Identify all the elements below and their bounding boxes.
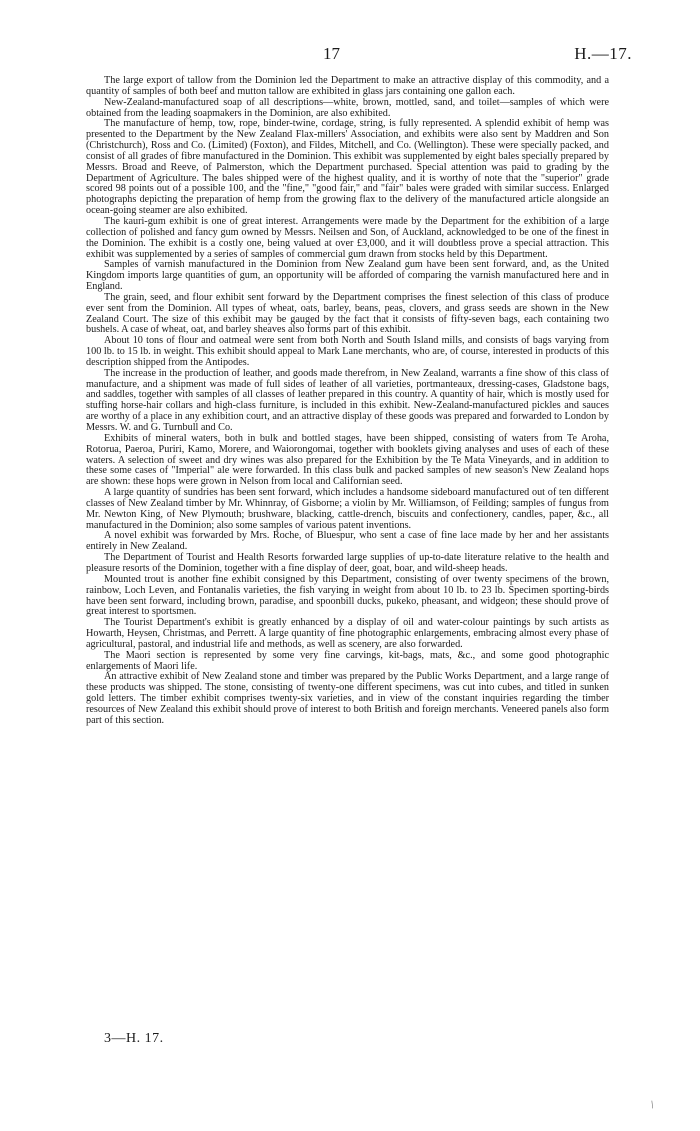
paragraph-tallow: The large export of tallow from the Dominion led the Department to make an attractive display of this commodity, and a quantity of samples of both beef and mutton tallow are exhibited in glass jars containing one gallon each. <box>86 75 609 97</box>
document-reference: H.—17. <box>574 44 632 63</box>
page-header <box>0 44 700 70</box>
paragraph-paintings: The Tourist Department's exhibit is greatly enhanced by a display of oil and water-colour paintings by such artists as Howarth, Heysen, Christmas, and Perrett. A large quantity of fine photographic enlargements, embracing almost every phase of agricultural, pastoral, and industrial life and methods, as well as scenery, are also forwarded. <box>86 617 609 650</box>
paragraph-lace: A novel exhibit was forwarded by Mrs. Roche, of Bluespur, who sent a case of fine lace made by her and her assistants entirely in New Zealand. <box>86 530 609 553</box>
body-text <box>86 76 609 727</box>
paragraph-soap: New-Zealand-manufactured soap of all descriptions—white, brown, mottled, sand, and toilet—samples of which were obtained from the leading soapmakers in the Dominion, are also exhibited. <box>86 96 609 119</box>
paragraph-mineral-waters: Exhibits of mineral waters, both in bulk and bottled stages, have been shipped, consisting of waters from Te Aroha, Rotorua, Paeroa, Puriri, Kamo, Morere, and Waiorongomai, together with booklets giving analyses and uses of each of these waters. A selection of sweet and dry wines was also prepared for the Exhibition by the Te Mata Vineyards, and in addition to these some cases of "Imperial" ale were forwarded. In this class bulk and packed samples of new season's New Zealand hops are shown: these hops were grown in Nelson from local and Californian seed. <box>86 432 609 488</box>
page-number: 17 <box>323 44 340 63</box>
paragraph-mounted-trout: Mounted trout is another fine exhibit consigned by this Department, consisting of over twenty specimens of the brown, rainbow, Loch Leven, and Fontanalis varieties, the fish varying in weight from about 10 lb. to 23 lb. Specimen sporting-birds have been sent forward, including brown, paradise, and spoonbill ducks, pukeko, pheasant, and widgeon; these should prove of great interest to sportsmen. <box>86 573 609 618</box>
paragraph-sundries: A large quantity of sundries has been sent forward, which includes a handsome sideboard manufactured out of ten different classes of New Zealand timber by Mr. Whinnray, of Gisborne; a violin by Mr. Williamson, of Feilding; samples of fungus from Mr. Newton King, of New Plymouth; brushware, blacking, cattle-drench, biscuits and confectionery, candles, paper, &c., all manufactured in the Dominion; also some samples of various patent inventions. <box>86 487 609 531</box>
paragraph-leather: The increase in the production of leather, and goods made therefrom, in New Zealand, warrants a fine show of this class of manufacture, and a shipment was made of full sides of leather of all varieties, portmanteaux, dressing-cases, Gladstone bags, and saddles, together with samples of all classes of leather prepared in this country. A quantity of hair, which is mostly used for stuffing horse-hair collars and high-class furniture, is included in this exhibit. New-Zealand-manufactured pickles and sauces are worthy of a place in any exhibition court, and an attractive display of these goods was prepared and forwarded to London by Messrs. W. and G. Turnbull and Co. <box>86 367 609 433</box>
paragraph-varnish: Samples of varnish manufactured in the Dominion from New Zealand gum have been sent forward, and, as the United Kingdom imports large quantities of gum, an opportunity will be afforded of comparing the varnish manufactured here and in England. <box>86 259 609 293</box>
paragraph-stone-timber: An attractive exhibit of New Zealand stone and timber was prepared by the Public Works Department, and a large range of these products was shipped. The stone, consisting of twenty-one different specimens, was cut into cubes, and titled in sunken gold letters. The timber exhibit comprises twenty-six varieties, and in view of the constant inquiries regarding the timber resources of New Zealand this exhibit should prove of interest to both British and foreign merchants. Veneered panels also form part of this section. <box>86 671 609 726</box>
paragraph-kauri-gum: The kauri-gum exhibit is one of great interest. Arrangements were made by the Department for the exhibition of a large collection of polished and fancy gum owned by Messrs. Neilsen and Son, of Auckland, acknowledged to be one of the finest in the Dominion. The exhibit is a costly one, being valued at over £3,000, and it will doubtless prove a special attraction. This exhibit was supplemented by a series of samples of commercial gum drawn from stocks held by this Department. <box>86 215 609 260</box>
paragraph-hemp: The manufacture of hemp, tow, rope, binder-twine, cordage, string, is fully represented. A splendid exhibit of hemp was presented to the Department by the New Zealand Flax-millers' Association, and exhibits were also sent by Maddren and Son (Christchurch), Ross and Co. (Limited) (Foxton), and Fildes, Mitchell, and Co. (Wellington). These were specially packed, and consist of all grades of fibre manufactured in the Dominion. This exhibit was supplemented by eight bales specially prepared by Messrs. Broad and Reeve, of Palmerston, which the Department purchased. Special attention was paid to grading by the Department of Agriculture. The bales shipped were of the highest quality, and it is worthy of note that the "superior" grade scored 98 points out of a possible 100, and the "fine," "good fair," and "fair" bales were graded with similar success. Enlarged photographs depicting the preparation of hemp from the growing flax to the delivery of the manufactured article alongside an ocean-going steamer are also exhibited. <box>86 118 609 217</box>
paragraph-tourist-literature: The Department of Tourist and Health Resorts forwarded large supplies of up-to-date literature relative to the health and pleasure resorts of the Dominion, together with a fine display of deer, goat, boar, and wild-sheep heads. <box>86 552 609 574</box>
stray-mark: / <box>648 1098 657 1112</box>
paragraph-grain-seed: The grain, seed, and flour exhibit sent forward by the Department comprises the finest selection of this class of produce ever sent from the Dominion. All types of wheat, oats, barley, beans, peas, clovers, and grass seeds are shown in the New Zealand Court. The size of this exhibit may be gauged by the fact that it consists of fifty-seven bags, each containing two bushels. A case of wheat, oat, and barley sheaves also forms part of this exhibit. <box>86 291 609 336</box>
signature-mark: 3—H. 17. <box>104 1031 164 1046</box>
paragraph-flour: About 10 tons of flour and oatmeal were sent from both North and South Island mills, and consists of bags varying from 100 lb. to 15 lb. in weight. This exhibit should appeal to Mark Lane merchants, who are, of course, interested in products of this description shipped from the Antipodes. <box>86 335 609 368</box>
paragraph-maori-section: The Maori section is represented by some very fine carvings, kit-bags, mats, &c., and some good photographic enlargements of Maori life. <box>86 649 609 672</box>
